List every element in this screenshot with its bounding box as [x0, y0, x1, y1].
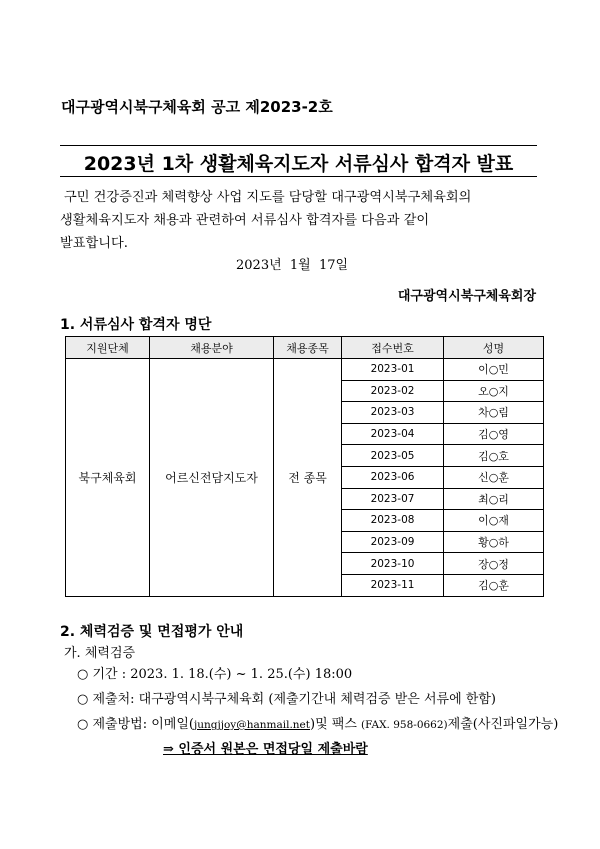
receipt-number-cell: 2023-09: [342, 531, 444, 553]
column-header: 채용종목: [274, 337, 342, 359]
period-line: ○ 기간 : 2023. 1. 18.(수) ~ 1. 25.(수) 18:00: [77, 667, 353, 682]
title-bottom-rule: [60, 176, 537, 177]
receipt-number-cell: 2023-07: [342, 488, 444, 510]
name-cell: 황○하: [444, 531, 544, 553]
table-row: [66, 359, 544, 381]
receipt-number-cell: 2023-04: [342, 423, 444, 445]
submit-method-line: [77, 713, 558, 732]
section-2-title: 2. 체력검증 및 면접평가 안내: [60, 624, 244, 640]
name-cell: 장○정: [444, 553, 544, 575]
column-header: 지원단체: [66, 337, 150, 359]
issuer-name: 대구광역시북구체육회장: [397, 289, 536, 304]
name-cell: 신○훈: [444, 466, 544, 488]
method-prefix: ○ 제출방법: 이메일(: [77, 717, 194, 732]
name-cell: 이○재: [444, 510, 544, 532]
email-link[interactable]: jungjjoy@hanmail.net: [193, 719, 310, 731]
page-title: 2023년 1차 생활체육지도자 서류심사 합격자 발표: [83, 153, 514, 175]
original-certificate-note: ⇒ 인증서 원본은 면접당일 제출바람: [163, 742, 368, 757]
table-header-row: [66, 337, 544, 359]
intro-line-2: 생활체육지도자 채용과 관련하여 서류심사 합격자를 다음과 같이: [60, 213, 430, 228]
name-cell: 오○지: [444, 380, 544, 402]
method-end: 제출(사진파일가능): [447, 717, 559, 732]
receipt-number-cell: 2023-08: [342, 510, 444, 532]
receipt-number-cell: 2023-02: [342, 380, 444, 402]
name-cell: 최○리: [444, 488, 544, 510]
receipt-number-cell: 2023-06: [342, 466, 444, 488]
organization-cell: 북구체육회: [66, 359, 150, 597]
fax-number: (FAX. 958-0662): [361, 719, 448, 731]
passers-table: [65, 336, 544, 597]
name-cell: 김○영: [444, 423, 544, 445]
submit-to-line: ○ 제출처: 대구광역시북구체육회 (제출기간내 체력검증 받은 서류에 한함): [77, 692, 496, 707]
title-top-rule: [60, 145, 537, 146]
event-cell: 전 종목: [274, 359, 342, 597]
notice-number: 대구광역시북구체육회 공고 제2023-2호: [61, 98, 333, 116]
receipt-number-cell: 2023-11: [342, 574, 444, 596]
name-cell: 김○훈: [444, 574, 544, 596]
name-cell: 차○림: [444, 402, 544, 424]
subsection-title: 가. 체력검증: [64, 646, 136, 661]
name-cell: 김○호: [444, 445, 544, 467]
column-header: 접수번호: [342, 337, 444, 359]
receipt-number-cell: 2023-03: [342, 402, 444, 424]
intro-line-3: 발표합니다.: [60, 236, 128, 251]
receipt-number-cell: 2023-01: [342, 359, 444, 381]
section-1-title: 1. 서류심사 합격자 명단: [60, 317, 212, 333]
method-suffix: )및 팩스: [310, 717, 357, 732]
announcement-date: 2023년 1월 17일: [236, 258, 349, 273]
column-header: 성명: [444, 337, 544, 359]
column-header: 채용분야: [150, 337, 274, 359]
receipt-number-cell: 2023-05: [342, 445, 444, 467]
receipt-number-cell: 2023-10: [342, 553, 444, 575]
name-cell: 이○민: [444, 359, 544, 381]
field-cell: 어르신전담지도자: [150, 359, 274, 597]
intro-line-1: 구민 건강증진과 체력향상 사업 지도를 담당할 대구광역시북구체육회의: [64, 190, 472, 205]
